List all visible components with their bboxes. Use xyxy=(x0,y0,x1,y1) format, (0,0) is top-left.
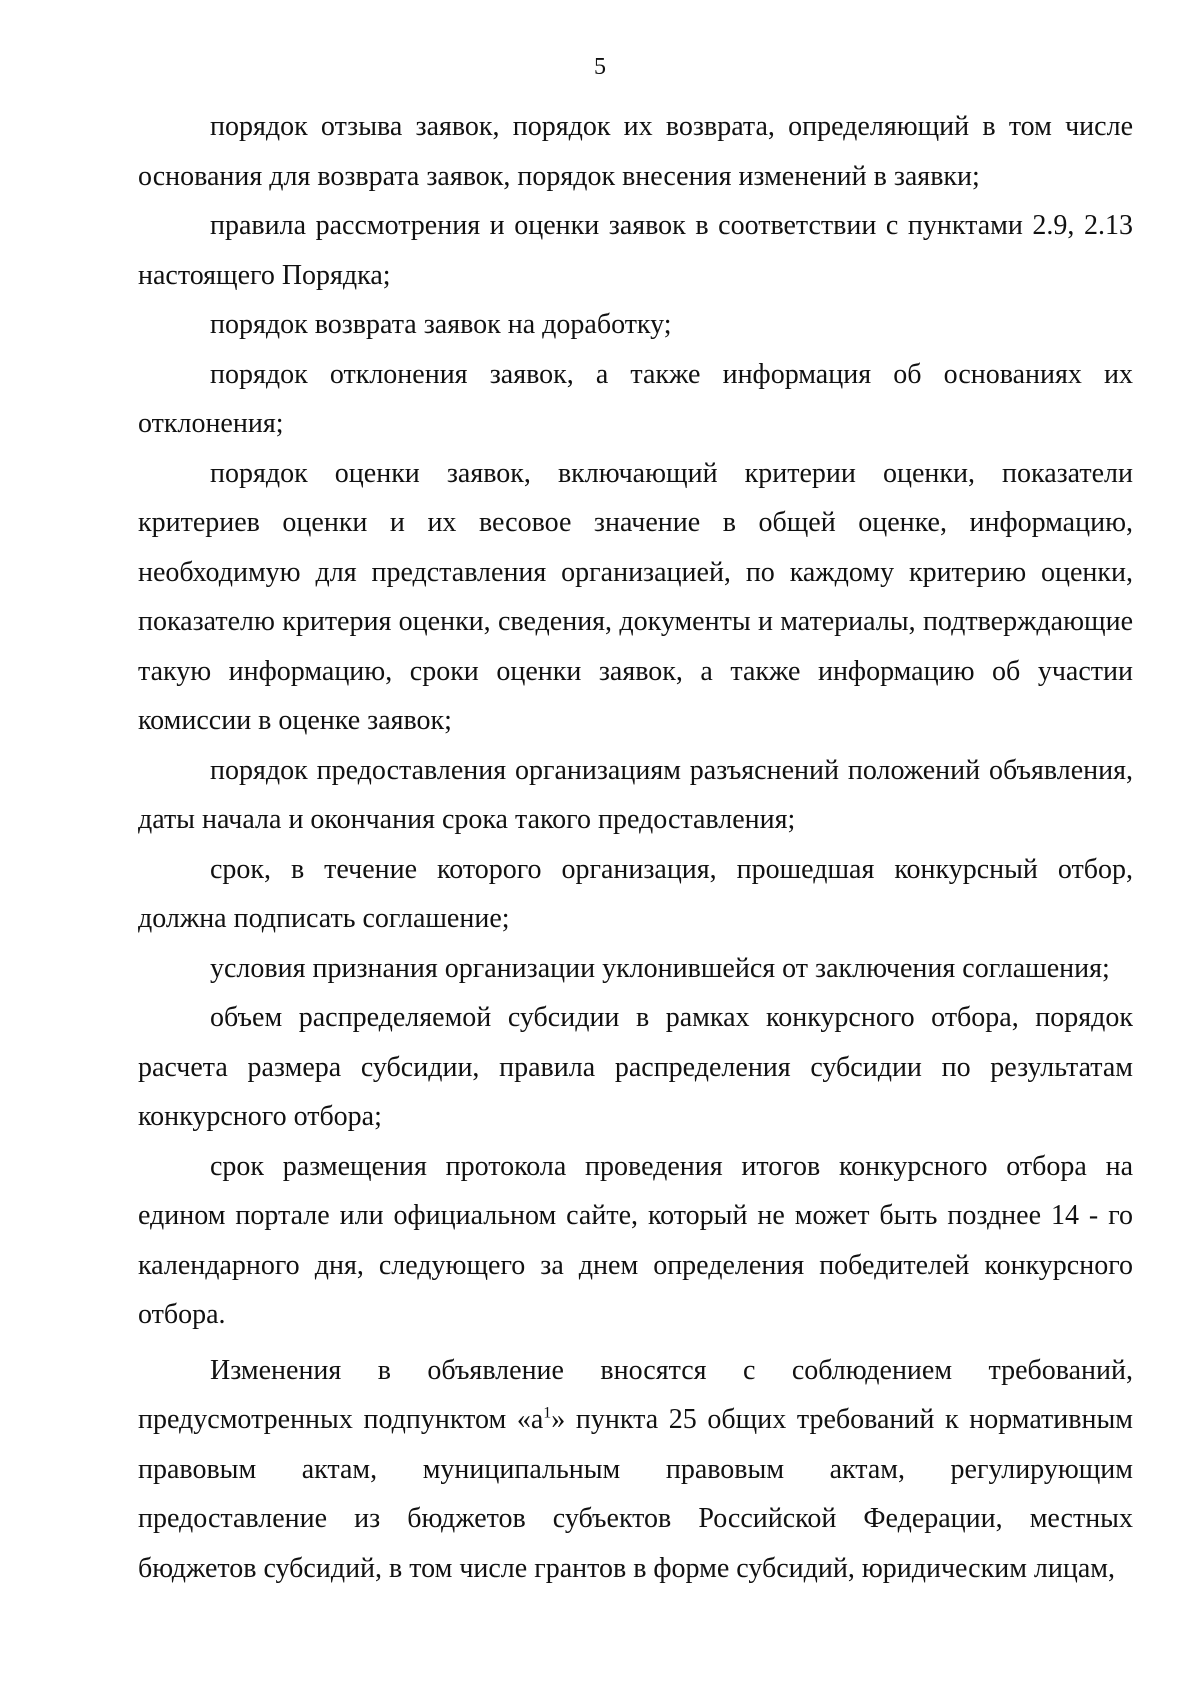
paragraph-return-for-revision: порядок возврата заявок на доработку; xyxy=(210,309,672,340)
amendments-text-start: Изменения в объявление вносятся с соблюдением требований, предусмотренных подпунктом «а xyxy=(138,1354,1133,1435)
paragraph-protocol-term: срок размещения протокола проведения итогов конкурсного отбора на едином портале или официальном сайте, который не может быть позднее 14 - го календарного дня, следующего за днем определения победителей конкурсного отбора. xyxy=(138,1150,1133,1330)
paragraph-clarifications-order: порядок предоставления организациям разъяснений положений объявления, даты начала и окончания срока такого предоставления; xyxy=(138,754,1133,835)
document-body xyxy=(138,102,1133,1593)
amendments-text-end: » пункта 25 общих требований к нормативным правовым актам, муниципальным правовым актам, регулирующим предоставление из бюджетов субъектов Российской Федерации, местных бюджетов субсидий, в том числе грантов в форме субсидий, юридическим лицам, xyxy=(138,1404,1133,1584)
paragraph-agreement-term: срок, в течение которого организация, прошедшая конкурсный отбор, должна подписать соглашение; xyxy=(138,853,1133,934)
paragraph-withdrawal-order: порядок отзыва заявок, порядок их возврата, определяющий в том числе основания для возврата заявок, порядок внесения изменений в заявки; xyxy=(138,111,1133,192)
superscript-mark: 1 xyxy=(543,1404,552,1422)
paragraph-amendments xyxy=(138,1346,1133,1594)
paragraph-evasion-conditions: условия признания организации уклонившейся от заключения соглашения; xyxy=(210,952,1110,984)
paragraph-review-rules: правила рассмотрения и оценки заявок в соответствии с пунктами 2.9, 2.13 настоящего Порядка; xyxy=(138,210,1133,291)
page-number: 5 xyxy=(594,54,606,80)
paragraph-subsidy-volume: объем распределяемой субсидии в рамках конкурсного отбора, порядок расчета размера субсидии, правила распределения субсидии по результатам конкурсного отбора; xyxy=(138,1002,1133,1132)
paragraph-evaluation-order: порядок оценки заявок, включающий критерии оценки, показатели критериев оценки и их весовое значение в общей оценке, информацию, необходимую для представления организацией, по каждому критерию оценки, показателю критерия оценки, сведения, документы и материалы, подтверждающие такую информацию, сроки оценки заявок, а также информацию об участии комиссии в оценке заявок; xyxy=(138,457,1133,736)
paragraph-rejection-order: порядок отклонения заявок, а также информация об основаниях их отклонения; xyxy=(138,358,1133,439)
